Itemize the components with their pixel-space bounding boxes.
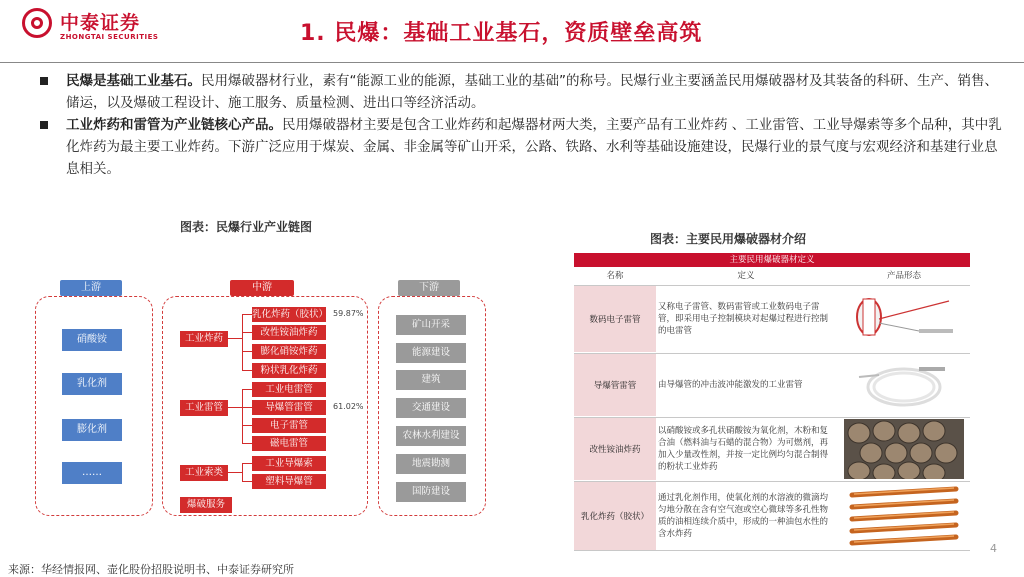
chain-caption: 图表：民爆行业产业链图 <box>180 220 313 234</box>
connector-line <box>242 314 243 371</box>
connector-line <box>242 314 252 315</box>
product-powder-emulsion: 粉状乳化炸药 <box>252 363 326 378</box>
product-name: 改性铵油炸药 <box>574 418 656 480</box>
connector-line <box>242 389 252 390</box>
product-shock-tube: 塑料导爆管 <box>252 474 326 489</box>
connector-line <box>242 332 252 333</box>
downstream-item: 国防建设 <box>396 482 466 502</box>
detonator-coil-icon <box>849 289 959 349</box>
upstream-item: 硝酸铵 <box>62 329 122 351</box>
category-cords: 工业索类 <box>180 465 228 481</box>
connector-line <box>242 463 243 482</box>
bullet-text: 民用爆破器材行业，素有“能源工业的能源，基础工业的基础”的称号。民爆行业主要涵盖民用爆破器材及其装备的科研、生产、销售、储运，以及爆破工程设计、施工服务、质量检测、进出口等经济活动。 <box>66 73 998 111</box>
connector-line <box>242 351 252 352</box>
anfo-image <box>840 418 968 480</box>
product-name: 乳化炸药（胶状） <box>574 482 656 550</box>
shock-tube-coil-icon <box>849 357 959 413</box>
table-row <box>574 417 970 480</box>
product-definition: 又称电子雷管、数码雷管或工业数码电子雷管，即采用电子控制模块对起爆过程进行控制的电雷管 <box>658 302 829 336</box>
bullet-text: 民用爆破器材主要是包含工业炸药和起爆器材两大类，主要产品有工业炸药 、工业雷管、工业导爆索等多个品种，其中乳化炸药为最主要工业炸药。下游广泛应用于煤炭、金属、非金属等矿山开采，公路、铁路、水利等基础设施建设，民爆行业的景气度与宏观经济和基建行业息息相关。 <box>66 117 1002 177</box>
table-title: 主要民用爆破器材定义 <box>574 253 970 267</box>
table-caption: 图表：主要民用爆破器材介绍 <box>650 232 807 246</box>
nonel-detonator-image <box>840 354 968 416</box>
company-logo-icon <box>22 8 52 38</box>
table-row <box>574 285 970 352</box>
upstream-item: 膨化剂 <box>62 419 122 441</box>
bullet-item <box>38 114 1008 180</box>
connector-line <box>242 389 243 444</box>
product-definition: 由导爆管的冲击波冲能激发的工业雷管 <box>658 380 803 390</box>
bullet-heading: 民爆是基础工业基石。 <box>66 73 201 89</box>
connector-line <box>228 338 242 339</box>
emulsion-explosive-image <box>840 482 968 550</box>
product-electronic-detonator: 电子雷管 <box>252 418 326 433</box>
electronic-detonator-image <box>840 286 968 352</box>
product-definition: 以硝酸铵或多孔状硝酸铵为氧化剂，木粉和复合油（燃料油与石蜡的混合物）为可燃剂，再加入少量改性剂，并按一定比例均匀混合制得的粉状工业炸药 <box>658 426 829 472</box>
downstream-item: 能源建设 <box>396 343 466 363</box>
category-detonators: 工业雷管 <box>180 400 228 416</box>
product-modified-anfo: 改性铵油炸药 <box>252 325 326 340</box>
product-definition: 通过乳化剂作用，使氧化剂的水溶液的微滴均匀地分散在含有空气泡或空心微球等多孔性物质的油相连续介质中，形成的一种油包水性的含水炸药 <box>658 493 829 539</box>
bullet-square-icon <box>40 77 48 85</box>
product-expanded-an: 膨化硝铵炸药 <box>252 344 326 359</box>
product-electric-detonator: 工业电雷管 <box>252 382 326 397</box>
bullet-square-icon <box>40 121 48 129</box>
downstream-item: 交通建设 <box>396 398 466 418</box>
table-header-form: 产品形态 <box>886 271 921 281</box>
page-number: 4 <box>990 542 997 555</box>
connector-line <box>228 472 242 473</box>
downstream-header: 下游 <box>398 280 460 296</box>
logo-text-en: ZHONGTAI SECURITIES <box>60 33 159 41</box>
product-name: 导爆管雷管 <box>574 354 656 416</box>
table-row <box>574 353 970 416</box>
upstream-header: 上游 <box>60 280 122 296</box>
category-explosives: 工业炸药 <box>180 331 228 347</box>
connector-line <box>242 481 252 482</box>
upstream-item: 乳化剂 <box>62 373 122 395</box>
product-detonating-cord: 工业导爆索 <box>252 456 326 471</box>
connector-line <box>242 443 252 444</box>
connector-line <box>242 370 252 371</box>
table-header-name: 名称 <box>606 271 624 281</box>
product-emulsion-explosive: 乳化炸药（胶状） <box>252 309 329 320</box>
downstream-item: 建筑 <box>396 370 466 390</box>
downstream-item: 农林水利建设 <box>396 426 466 446</box>
connector-line <box>242 463 252 464</box>
connector-line <box>242 407 252 408</box>
header-divider <box>0 62 1024 63</box>
upstream-item: …… <box>62 462 122 484</box>
downstream-item: 地震勘测 <box>396 454 466 474</box>
logo-text-cn: 中泰证券 <box>60 12 141 34</box>
connector-line <box>242 425 252 426</box>
slide-title: 1. 民爆：基础工业基石，资质壁垒高筑 <box>300 21 703 46</box>
nonel-share-label: 61.02% <box>333 402 364 411</box>
bullet-heading: 工业炸药和雷管为产业链核心产品。 <box>66 117 282 133</box>
product-magnetic-detonator: 磁电雷管 <box>252 436 326 451</box>
downstream-item: 矿山开采 <box>396 315 466 335</box>
source-note: 来源：华经情报网、壶化股份招股说明书、中泰证券研究所 <box>8 563 294 576</box>
bullet-list <box>38 70 1008 180</box>
explosive-tubes-icon <box>844 419 964 479</box>
table-row <box>574 481 970 551</box>
category-blasting-service: 爆破服务 <box>180 497 232 513</box>
cartridge-sticks-icon <box>844 485 964 547</box>
connector-line <box>228 407 242 408</box>
midstream-header: 中游 <box>230 280 294 296</box>
product-name: 数码电子雷管 <box>574 286 656 352</box>
product-nonel-detonator: 导爆管雷管 <box>252 400 326 415</box>
bullet-item <box>38 70 1008 114</box>
emulsion-share-label: 59.87% <box>333 309 364 318</box>
table-header-definition: 定义 <box>737 271 755 281</box>
